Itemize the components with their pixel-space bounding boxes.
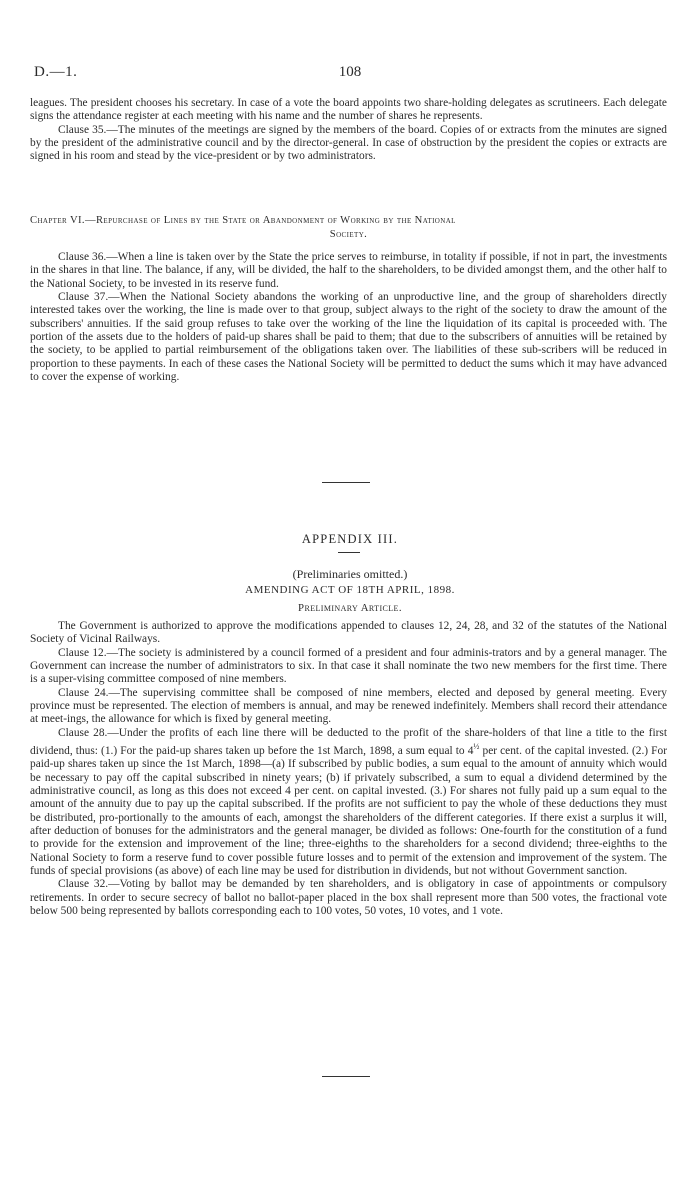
appendix-title-rule <box>338 552 360 553</box>
paragraph-clause-37: Clause 37.—When the National Society abandons the working of an unproductive line, and the group of shareholders directly interested takes over the working, the line is made over to that group, subject always to the right of the society to draw the amount of the subscribers' annuities. If the said group refuses to take over the working of the line the liquidation of its capital is proceeded with. The portion of the assets due to the holders of paid-up shares shall be paid to them; that due to the subscribers of annuities will be retained by the society, to be applied to partial reimbursement of the obligations taken over. The liabilities of these sub-scribers will be reduced in proportion to these payments. In each of these cases the National Society will be permitted to deduct the sums which it may have advanced to cover the expense of working. <box>30 291 667 384</box>
section-amending-clauses <box>30 620 667 918</box>
section-divider <box>322 482 370 483</box>
clause-28-part-b: per cent. of the capital invested. (2.) For paid-up shares taken up since the 1st March, 1898—(a) If subscribed by public bodies, a sum equal to the amount of annuity which would be necessary to pay off the capital subscribed in ninety years; (b) if privately subscribed, a sum to equal a dividend determined by the administrative council, as long as this does not exceed 4 per cent. on capital invested. (3.) For shares not fully paid up a sum equal to the amount of the annuity due to pay up the capital subscribed. If the profits are not sufficient to pay the whole of these deductions they must be distributed, pro-portionally to the amounts of each, amongst the shareholders of the different categories. If there exist a surplus it will, after deduction of bonuses for the administrators and the general manager, be divided as follows: One-fourth for the constitution of a fund to provide for the extension and improvement of the line; three-eighths to the shareholders for a second dividend; three-eighths to the National Society to form a reserve fund to cover possible future losses and to permit of the extension and improvement of the system. The funds of special provisions (as above) of each line may be used for distribution in dividends, but not without Government sanction. <box>30 744 667 877</box>
preliminaries-note: (Preliminaries omitted.) <box>292 567 408 581</box>
chapter-heading-line2: Society. <box>329 228 368 240</box>
clause-28-part-a: Clause 28.—Under the profits of each line there will be deducted to the profit of the share-holders of that line a title to the first dividend, thus: (1.) For the paid-up shares taken up before the 1st March, 1898, a sum equal to 4 <box>30 726 667 757</box>
section-board-meetings <box>30 97 667 164</box>
preliminary-article-heading: Preliminary Article. <box>298 602 402 614</box>
page-header <box>0 64 700 84</box>
paragraph-government-authorization: The Government is authorized to approve the modifications appended to clauses 12, 24, 28, and 32 of the statutes of the National Society of Vicinal Railways. <box>30 620 667 646</box>
appendix-title: APPENDIX III. <box>301 532 399 546</box>
paragraph-leagues: leagues. The president chooses his secretary. In case of a vote the board appoints two share-holding delegates as scrutineers. Each delegate signs the attendance register at each meeting with his name and the number of shares he represents. <box>30 97 667 123</box>
section-repurchase <box>30 251 667 384</box>
chapter-heading-line1: Chapter VI.—Repurchase of Lines by the State or Abandonment of Working by the National <box>30 215 456 226</box>
paragraph-clause-28 <box>30 727 667 879</box>
paragraph-clause-24: Clause 24.—The supervising committee shall be composed of nine members, elected and deposed by general meeting. Every province must be represented. The election of members is annual, and may be renewed indefinitely. Members shall record their attendance at meet-ings, the allowance for which is fixed by general meeting. <box>30 686 667 726</box>
paragraph-clause-36: Clause 36.—When a line is taken over by the State the price serves to reimburse, in totality if possible, if not in part, the investments in the shares in that line. The balance, if any, will be divided, the half to the shareholders, to be divided amongst them, and the other half to the National Society, to be invested in its reserve fund. <box>30 251 667 290</box>
paragraph-clause-12: Clause 12.—The society is administered by a council formed of a president and four adminis-trators and by a general manager. The Government can increase the number of administrators to six. In that case it shall nominate the two new members for the first time. There is a super-vising committee composed of nine members. <box>30 646 667 686</box>
page-number: 108 <box>338 64 362 80</box>
document-reference: D.—1. <box>34 64 78 80</box>
chapter-heading <box>30 214 667 241</box>
fraction-half: ½ <box>473 742 480 752</box>
end-divider <box>322 1076 370 1077</box>
paragraph-clause-32: Clause 32.—Voting by ballot may be demanded by ten shareholders, and is obligatory in case of appointments or compulsory retirements. In order to secure secrecy of ballot no ballot-paper placed in the box shall represent more than 500 votes, the fractional vote below 500 being represented by ballots corresponding each to 100 votes, 50 votes, 10 votes, and 1 vote. <box>30 878 667 918</box>
amending-act-heading: AMENDING ACT OF 18TH APRIL, 1898. <box>245 584 455 596</box>
paragraph-clause-35: Clause 35.—The minutes of the meetings are signed by the members of the board. Copies of or extracts from the minutes are signed by the president of the administrative council and by the director-general. In case of obstruction by the president the copies or extracts are signed in his room and stead by the vice-president or by two administrators. <box>30 123 667 163</box>
